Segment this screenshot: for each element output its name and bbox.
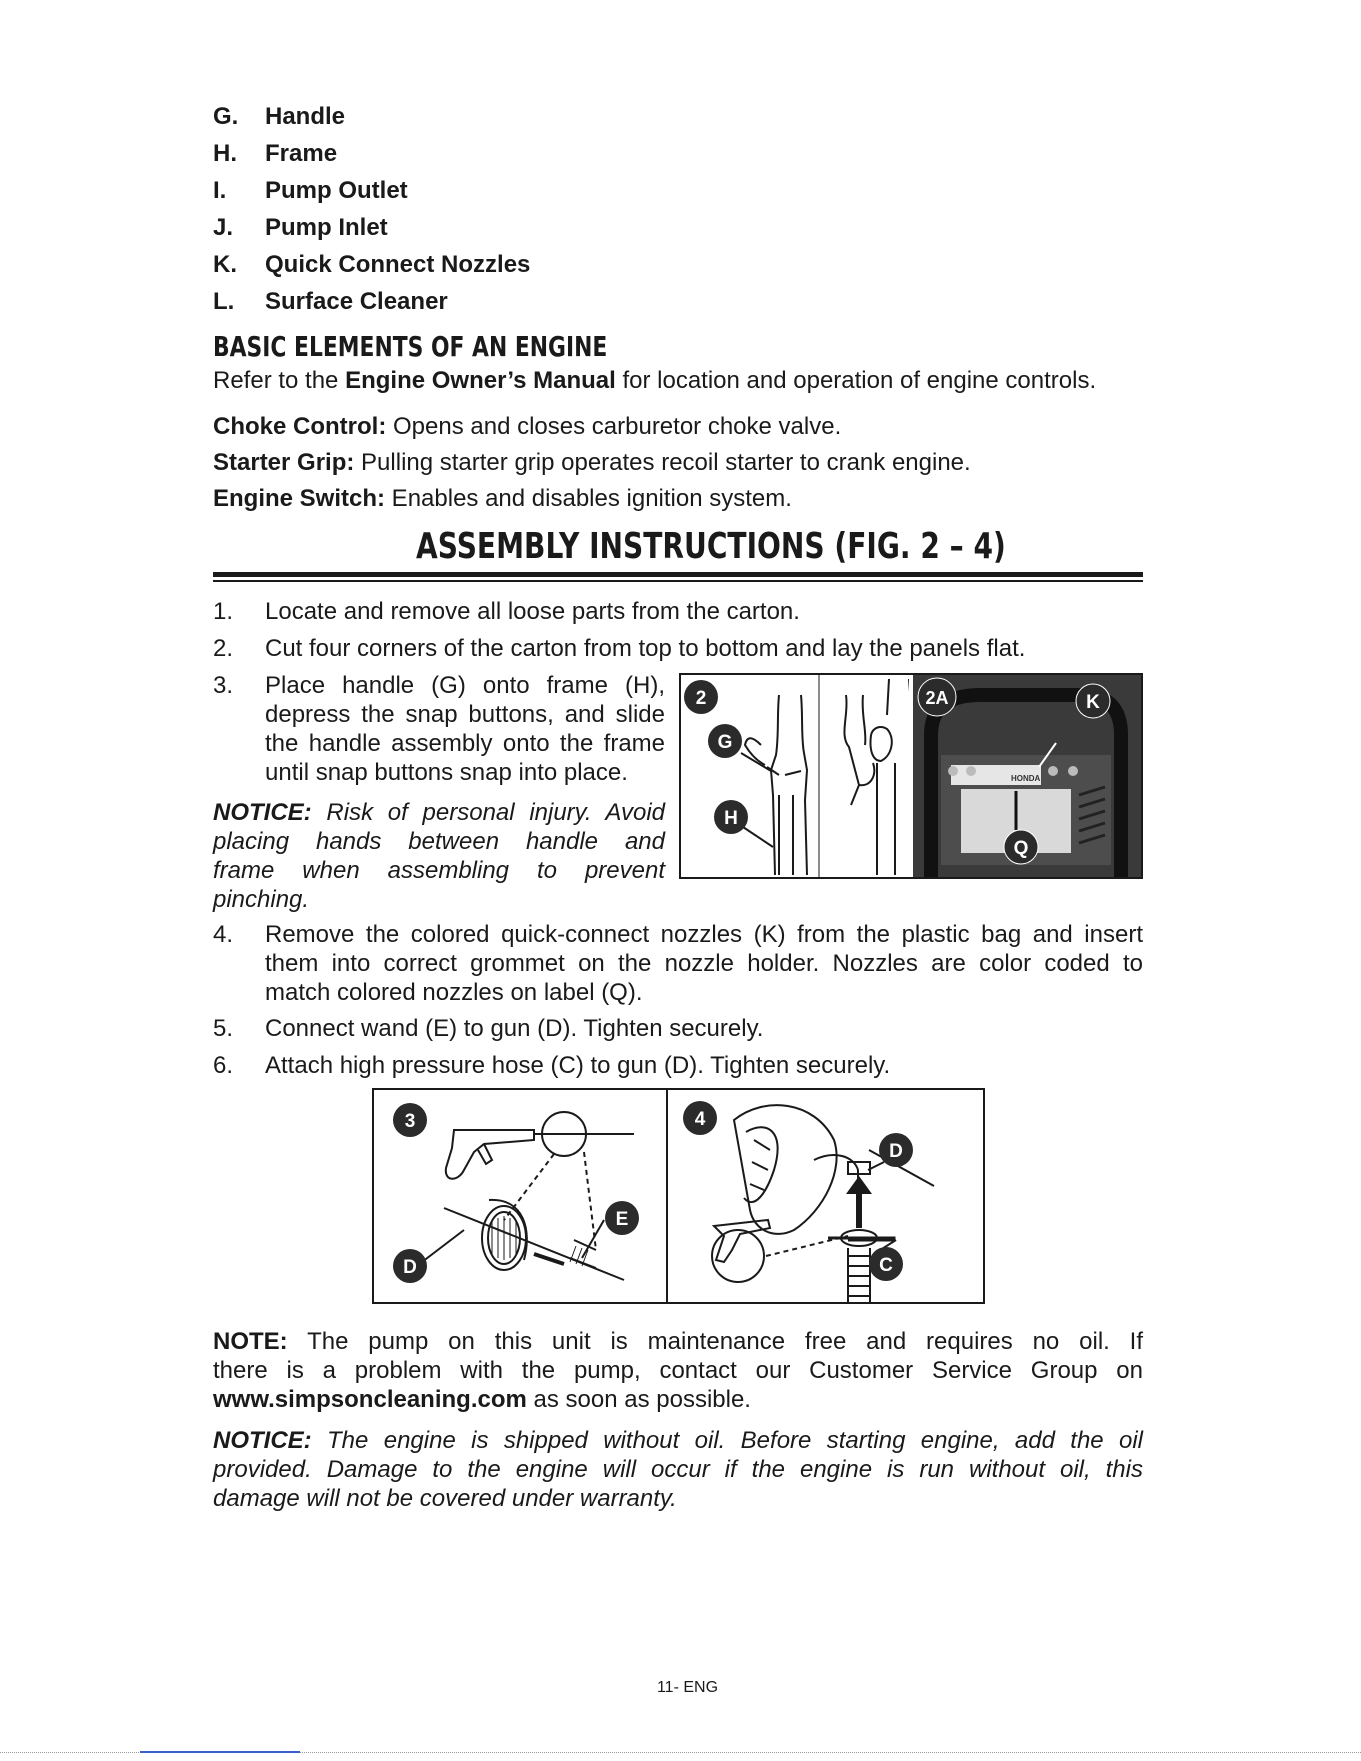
parts-list-item: I. Pump Outlet	[213, 177, 408, 204]
callout-g-arrow	[741, 753, 771, 771]
figure-2a-number: 2A	[925, 688, 949, 708]
callout-g: G	[717, 732, 733, 753]
callout-d-arrow-fig3	[422, 1230, 464, 1262]
notice-personal-injury: NOTICE: Risk of personal injury. Avoid placing hands between handle and frame when assembling to prevent pinching.	[213, 799, 665, 913]
step-6: 6. Attach high pressure hose (C) to gun (D). Tighten securely.	[213, 1052, 891, 1079]
parts-list-item: H. Frame	[213, 140, 338, 167]
callout-k: K	[1086, 692, 1100, 713]
parts-list-item: L. Surface Cleaner	[213, 288, 448, 315]
figure-3-number: 3	[404, 1111, 416, 1132]
figure-4-number: 4	[694, 1109, 706, 1130]
note-maintenance: NOTE: The pump on this unit is maintenance free and requires no oil. If there is a problem with the pump, contact our Customer Service Group on www.simpsoncleaning.com as soon as possible.	[213, 1328, 1143, 1413]
heading-rule-thick	[213, 572, 1143, 577]
nozzle-slot	[1048, 766, 1058, 776]
callout-h: H	[724, 808, 738, 829]
nozzle-slot	[966, 766, 976, 776]
step-4-text: Remove the colored quick-connect nozzles (K) from the plastic bag and insert them into correct grommet on the nozzle holder. Nozzles are color coded to match colored nozzles on label (Q).	[265, 921, 1143, 1006]
callout-c: C	[879, 1255, 893, 1276]
figure-2-frame	[679, 673, 1143, 879]
figure-2-number: 2	[695, 688, 707, 709]
engine-intro: Refer to the Engine Owner’s Manual for location and operation of engine controls.	[213, 367, 1097, 394]
step-3-text: Place handle (G) onto frame (H), depress the snap buttons, and slide the handle assembly onto the frame until snap buttons snap into place.	[265, 672, 665, 786]
nozzle-slot	[1068, 766, 1078, 776]
nozzle-slot	[948, 766, 958, 776]
starter-grip-line: Starter Grip: Pulling starter grip operates recoil starter to crank engine.	[213, 449, 971, 476]
choke-control-line: Choke Control: Opens and closes carburetor choke valve.	[213, 413, 842, 440]
figure-2-illustration	[681, 675, 1141, 877]
figure-3-4-illustration	[374, 1090, 983, 1302]
step-1: 1. Locate and remove all loose parts from the carton.	[213, 598, 800, 625]
heading-rule-thin	[213, 580, 1143, 582]
connect-arrow-head	[846, 1176, 872, 1194]
parts-list-item: K. Quick Connect Nozzles	[213, 251, 531, 278]
figure-3-4-frame	[372, 1088, 985, 1304]
parts-list-item: G. Handle	[213, 103, 346, 130]
step-3-number: 3.	[213, 672, 234, 699]
notice-engine-oil: NOTICE: The engine is shipped without oil. Before starting engine, add the oil provided. Damage to the engine will occur if the engine is run without oil, this damage will not be covered under warranty.	[213, 1427, 1143, 1512]
callout-d-fig4: D	[889, 1141, 903, 1162]
panel-brand-text: HONDA	[1011, 774, 1041, 783]
simpson-website-link[interactable]: www.simpsoncleaning.com	[213, 1386, 527, 1413]
callout-e: E	[615, 1209, 629, 1230]
callout-d-fig3: D	[403, 1257, 417, 1278]
engine-switch-line: Engine Switch: Enables and disables ignition system.	[213, 485, 792, 512]
parts-list-item: J. Pump Inlet	[213, 214, 388, 241]
assembly-heading: ASSEMBLY INSTRUCTIONS (FIG. 2 – 4)	[416, 526, 1006, 567]
step-2: 2. Cut four corners of the carton from top to bottom and lay the panels flat.	[213, 635, 1026, 662]
page-number: 11- ENG	[656, 1679, 719, 1696]
step-4-number: 4.	[213, 921, 234, 948]
bottom-accent-rule	[140, 1751, 300, 1753]
figure-2a-gap	[909, 675, 913, 877]
callout-q: Q	[1013, 838, 1029, 859]
step-5: 5. Connect wand (E) to gun (D). Tighten securely.	[213, 1015, 764, 1042]
gun-wand-drawing	[444, 1112, 634, 1280]
engine-section-heading: BASIC ELEMENTS OF AN ENGINE	[213, 330, 608, 363]
callout-h-arrow	[743, 827, 773, 847]
